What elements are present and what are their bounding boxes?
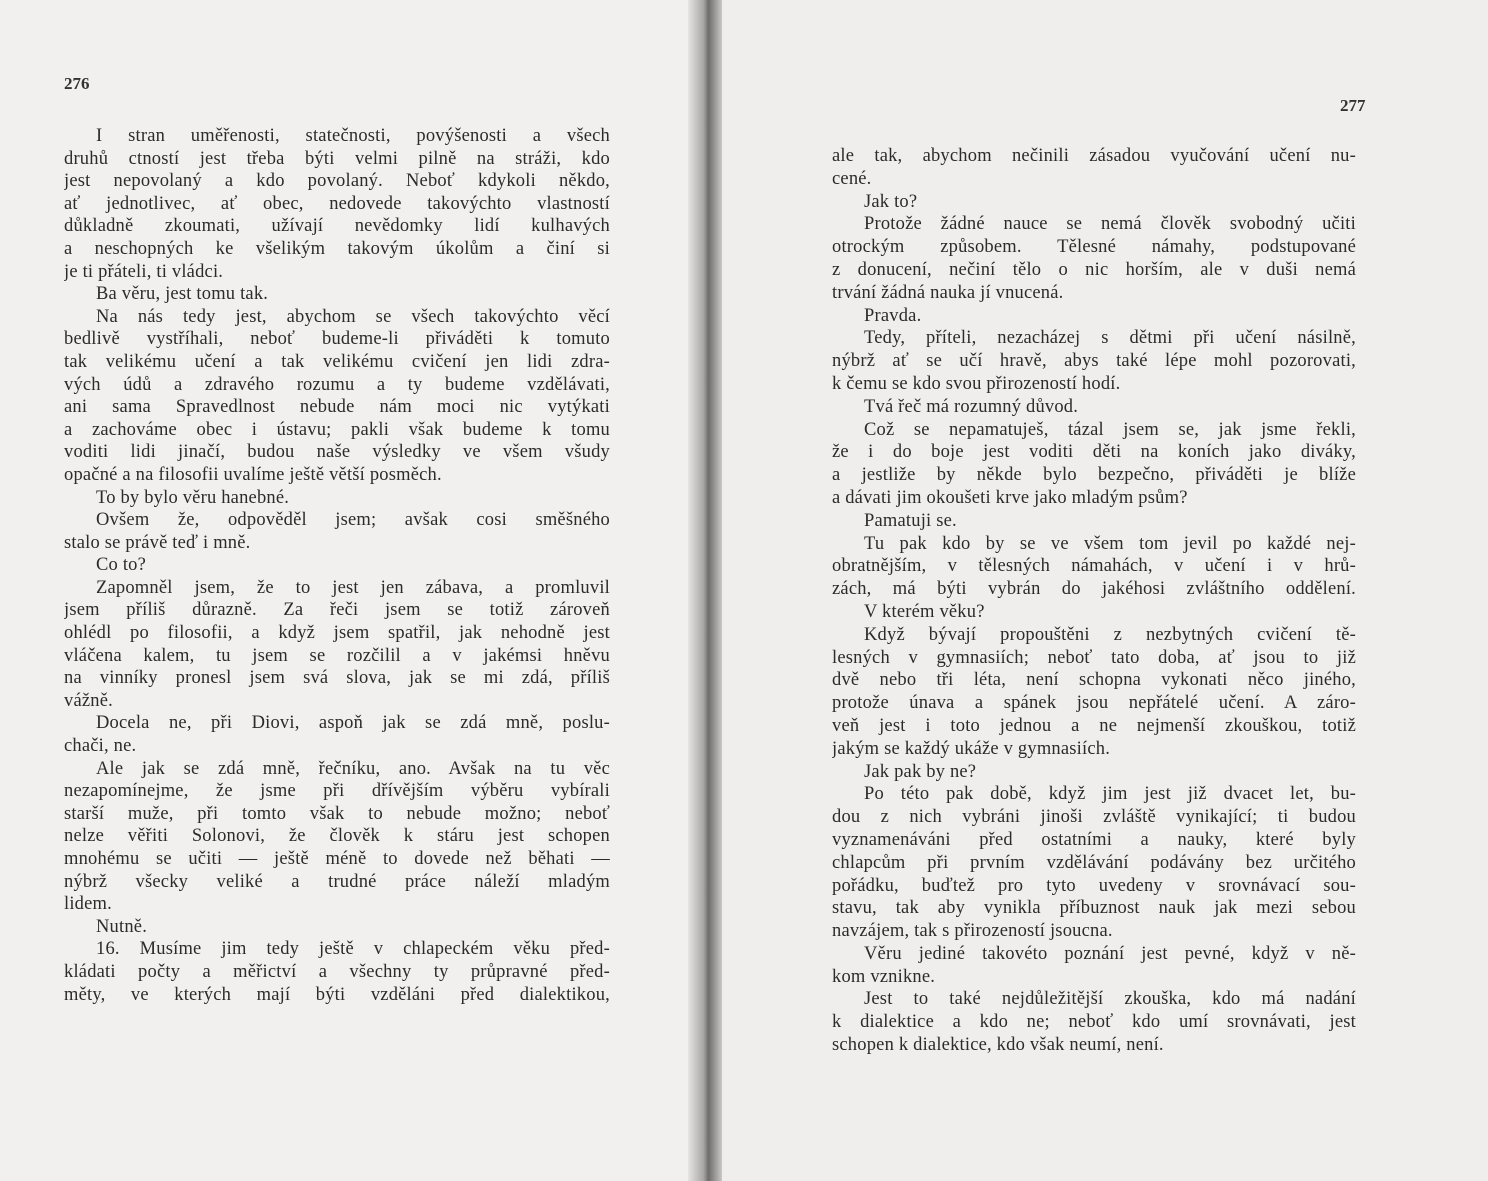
text-line: že i do boje jest voditi děti na koních jako diváky, — [832, 442, 1356, 463]
text-line: a zachováme obec i ústavu; pakli však budeme k tomu — [64, 419, 610, 440]
text-line: ohlédl po filosofii, a když jsem spatřil, jak nehodně jest — [64, 623, 610, 644]
text-line: dvě nebo tři léta, není schopna vykonati něco jiného, — [832, 670, 1356, 691]
text-line: tak velikému učení a tak velikému cvičení jen lidi zdra- — [64, 351, 610, 372]
text-line: zách, má býti vybrán do jakéhosi zvláštního oddělení. — [832, 579, 1356, 600]
text-line: stalo se právě teď i mně. — [64, 532, 251, 553]
text-line: měty, ve kterých mají býti vzděláni před dialektikou, — [64, 984, 610, 1005]
text-line: je ti přáteli, ti vládci. — [64, 261, 224, 282]
text-line: lesných v gymnasiích; neboť tato doba, ať jsou to již — [832, 647, 1356, 668]
text-line: vých údů a zdravého rozumu a ty budeme vzdělávati, — [64, 374, 610, 395]
text-line: z donucení, nečiní tělo o nic horším, ale v duši nemá — [832, 259, 1356, 280]
text-line: kládati počty a měřictví a všechny ty průpravné před- — [64, 961, 610, 982]
text-line: ať jednotlivec, ať obec, nedovede takovýchto vlastností — [64, 193, 610, 214]
right-page — [708, 0, 1488, 1181]
text-line: starší muže, při tomto však to nebude možno; neboť — [64, 803, 610, 824]
text-line: bedlivě vystříhali, neboť budeme-li přiváděti k tomuto — [64, 329, 610, 350]
text-line: navzájem, tak s přirozeností jsoucna. — [832, 921, 1113, 942]
text-line: nýbrž ať se učí hravě, abys také lépe mohl pozorovati, — [832, 351, 1356, 372]
text-line: obratnějším, v tělesných námahách, v učení i v hrů- — [832, 556, 1356, 577]
text-line: cené. — [832, 168, 872, 189]
text-line: k dialektice a kdo ne; neboť kdo umí srovnávati, jest — [832, 1012, 1356, 1033]
text-line: V kterém věku? — [864, 601, 985, 622]
text-line: důkladně zkoumati, užívají nevědomky lidí kulhavých — [64, 216, 610, 237]
text-line: nýbrž všecky veliké a trudné práce náleží mladým — [64, 871, 610, 892]
text-line: chači, ne. — [64, 736, 137, 757]
text-line: vyznamenáváni před ostatními a nauky, které byly — [832, 829, 1356, 850]
text-line: Což se nepamatuješ, tázal jsem se, jak jsme řekli, — [864, 419, 1356, 440]
left-page — [0, 0, 720, 1181]
text-line: k čemu se kdo svou přirozeností hodí. — [832, 373, 1121, 394]
text-line: dou z nich vybráni jinoši zvláště vynikající; ti budou — [832, 807, 1356, 828]
book-gutter — [688, 0, 722, 1181]
page-number: 277 — [1340, 96, 1366, 115]
page-text-right — [832, 145, 1356, 1057]
text-line: Pamatuji se. — [864, 510, 957, 531]
text-line: I stran uměřenosti, statečnosti, povýšenosti a všech — [96, 126, 610, 146]
text-line: Jak to? — [864, 191, 918, 212]
text-line: Protože žádné nauce se nemá člověk svobodný učiti — [864, 214, 1356, 235]
text-line: Co to? — [96, 555, 147, 576]
text-line: To by bylo věru hanebné. — [96, 487, 290, 508]
text-line: opačné a na filosofii uvalíme ještě větší posměch. — [64, 464, 442, 485]
text-line: Jest to také nejdůležitější zkouška, kdo má nadání — [864, 989, 1356, 1010]
text-line: trvání žádná nauka jí vnucená. — [832, 282, 1064, 303]
text-line: Tvá řeč má rozumný důvod. — [864, 396, 1079, 417]
text-line: vláčena kalem, tu jsem se rozčilil a v jakémsi hněvu — [64, 645, 610, 666]
text-line: lidem. — [64, 894, 112, 915]
text-line: jest nepovolaný a kdo povolaný. Neboť kdykoli někdo, — [64, 171, 610, 192]
text-line: Ovšem že, odpověděl jsem; avšak cosi směšného — [96, 510, 610, 531]
text-line: ani sama Spravedlnost nebude nám moci nic vytýkati — [64, 397, 610, 418]
text-line: Ba věru, jest tomu tak. — [96, 284, 269, 305]
text-line: a neschopných ke všelikým takovým úkolům a činí si — [64, 238, 610, 259]
text-line: otrockým způsobem. Tělesné námahy, podstupované — [832, 237, 1356, 258]
text-line: druhů ctností jest třeba býti velmi pilně na stráži, kdo — [64, 148, 610, 169]
text-line: nelze věřiti Solonovi, že člověk k stáru jest schopen — [64, 826, 610, 847]
text-line: mnohému se učiti — ještě méně to dovede než běhati — — [64, 849, 610, 869]
text-line: Pravda. — [864, 305, 922, 326]
text-line: Nutně. — [96, 916, 148, 937]
text-line: Tu pak kdo by se ve všem tom jevil po každé nej- — [864, 533, 1356, 554]
text-line: ale tak, abychom nečinili zásadou vyučování učení nu- — [832, 146, 1356, 166]
text-line: chlapcům při prvním vzdělávání podávány bez určitého — [832, 852, 1356, 873]
text-line: protože únava a spánek jsou nepřátelé učení. A záro- — [832, 693, 1356, 714]
text-line: vážně. — [64, 690, 113, 711]
text-line: jsem příliš důrazně. Za řeči jsem se totiž zároveň — [64, 600, 610, 621]
text-line: nezapomínejme, že jsme při dřívějším výběru vybírali — [64, 781, 610, 802]
page-number: 276 — [64, 74, 90, 93]
text-line: veň jest i toto jednou a ne nejmenší zkouškou, totiž — [832, 715, 1356, 736]
text-line: stavu, tak aby vynikla příbuznost nauk jak mezi sebou — [832, 898, 1356, 919]
text-line: Ale jak se zdá mně, řečníku, ano. Avšak na tu věc — [96, 758, 610, 779]
text-line: 16. Musíme jim tedy ještě v chlapeckém věku před- — [96, 939, 610, 960]
text-line: jakým se každý ukáže v gymnasiích. — [832, 738, 1111, 759]
text-line: Věru jediné takovéto poznání jest pevné, když v ně- — [864, 943, 1356, 964]
text-line: Po této pak době, když jim jest již dvacet let, bu- — [864, 784, 1356, 805]
text-line: Zapomněl jsem, že to jest jen zábava, a promluvil — [96, 577, 610, 598]
text-line: a jestliže by někde bylo bezpečno, přiváděti je blíže — [832, 465, 1356, 486]
text-line: a dávati jim okoušeti krve jako mladým psům? — [832, 487, 1188, 508]
text-line: Jak pak by ne? — [864, 761, 977, 782]
text-line: Na nás tedy jest, abychom se všech takovýchto věcí — [96, 306, 610, 327]
text-line: schopen k dialektice, kdo však neumí, není. — [832, 1035, 1164, 1056]
text-line: kom vznikne. — [832, 966, 936, 987]
text-line: voditi lidi jinačí, budou naše výsledky ve všem všudy — [64, 442, 610, 463]
text-line: na vinníky pronesl jsem svá slova, jak se mi zdá, příliš — [64, 668, 610, 689]
text-line: Tedy, příteli, nezacházej s dětmi při učení násilně, — [864, 328, 1356, 349]
page-text-left — [64, 125, 610, 1006]
text-line: Když bývají propouštěni z nezbytných cvičení tě- — [864, 624, 1356, 645]
text-line: pořádku, buďtež pro tyto uvedeny v srovnávací sou- — [832, 875, 1356, 896]
text-line: Docela ne, při Diovi, aspoň jak se zdá mně, poslu- — [96, 713, 610, 734]
